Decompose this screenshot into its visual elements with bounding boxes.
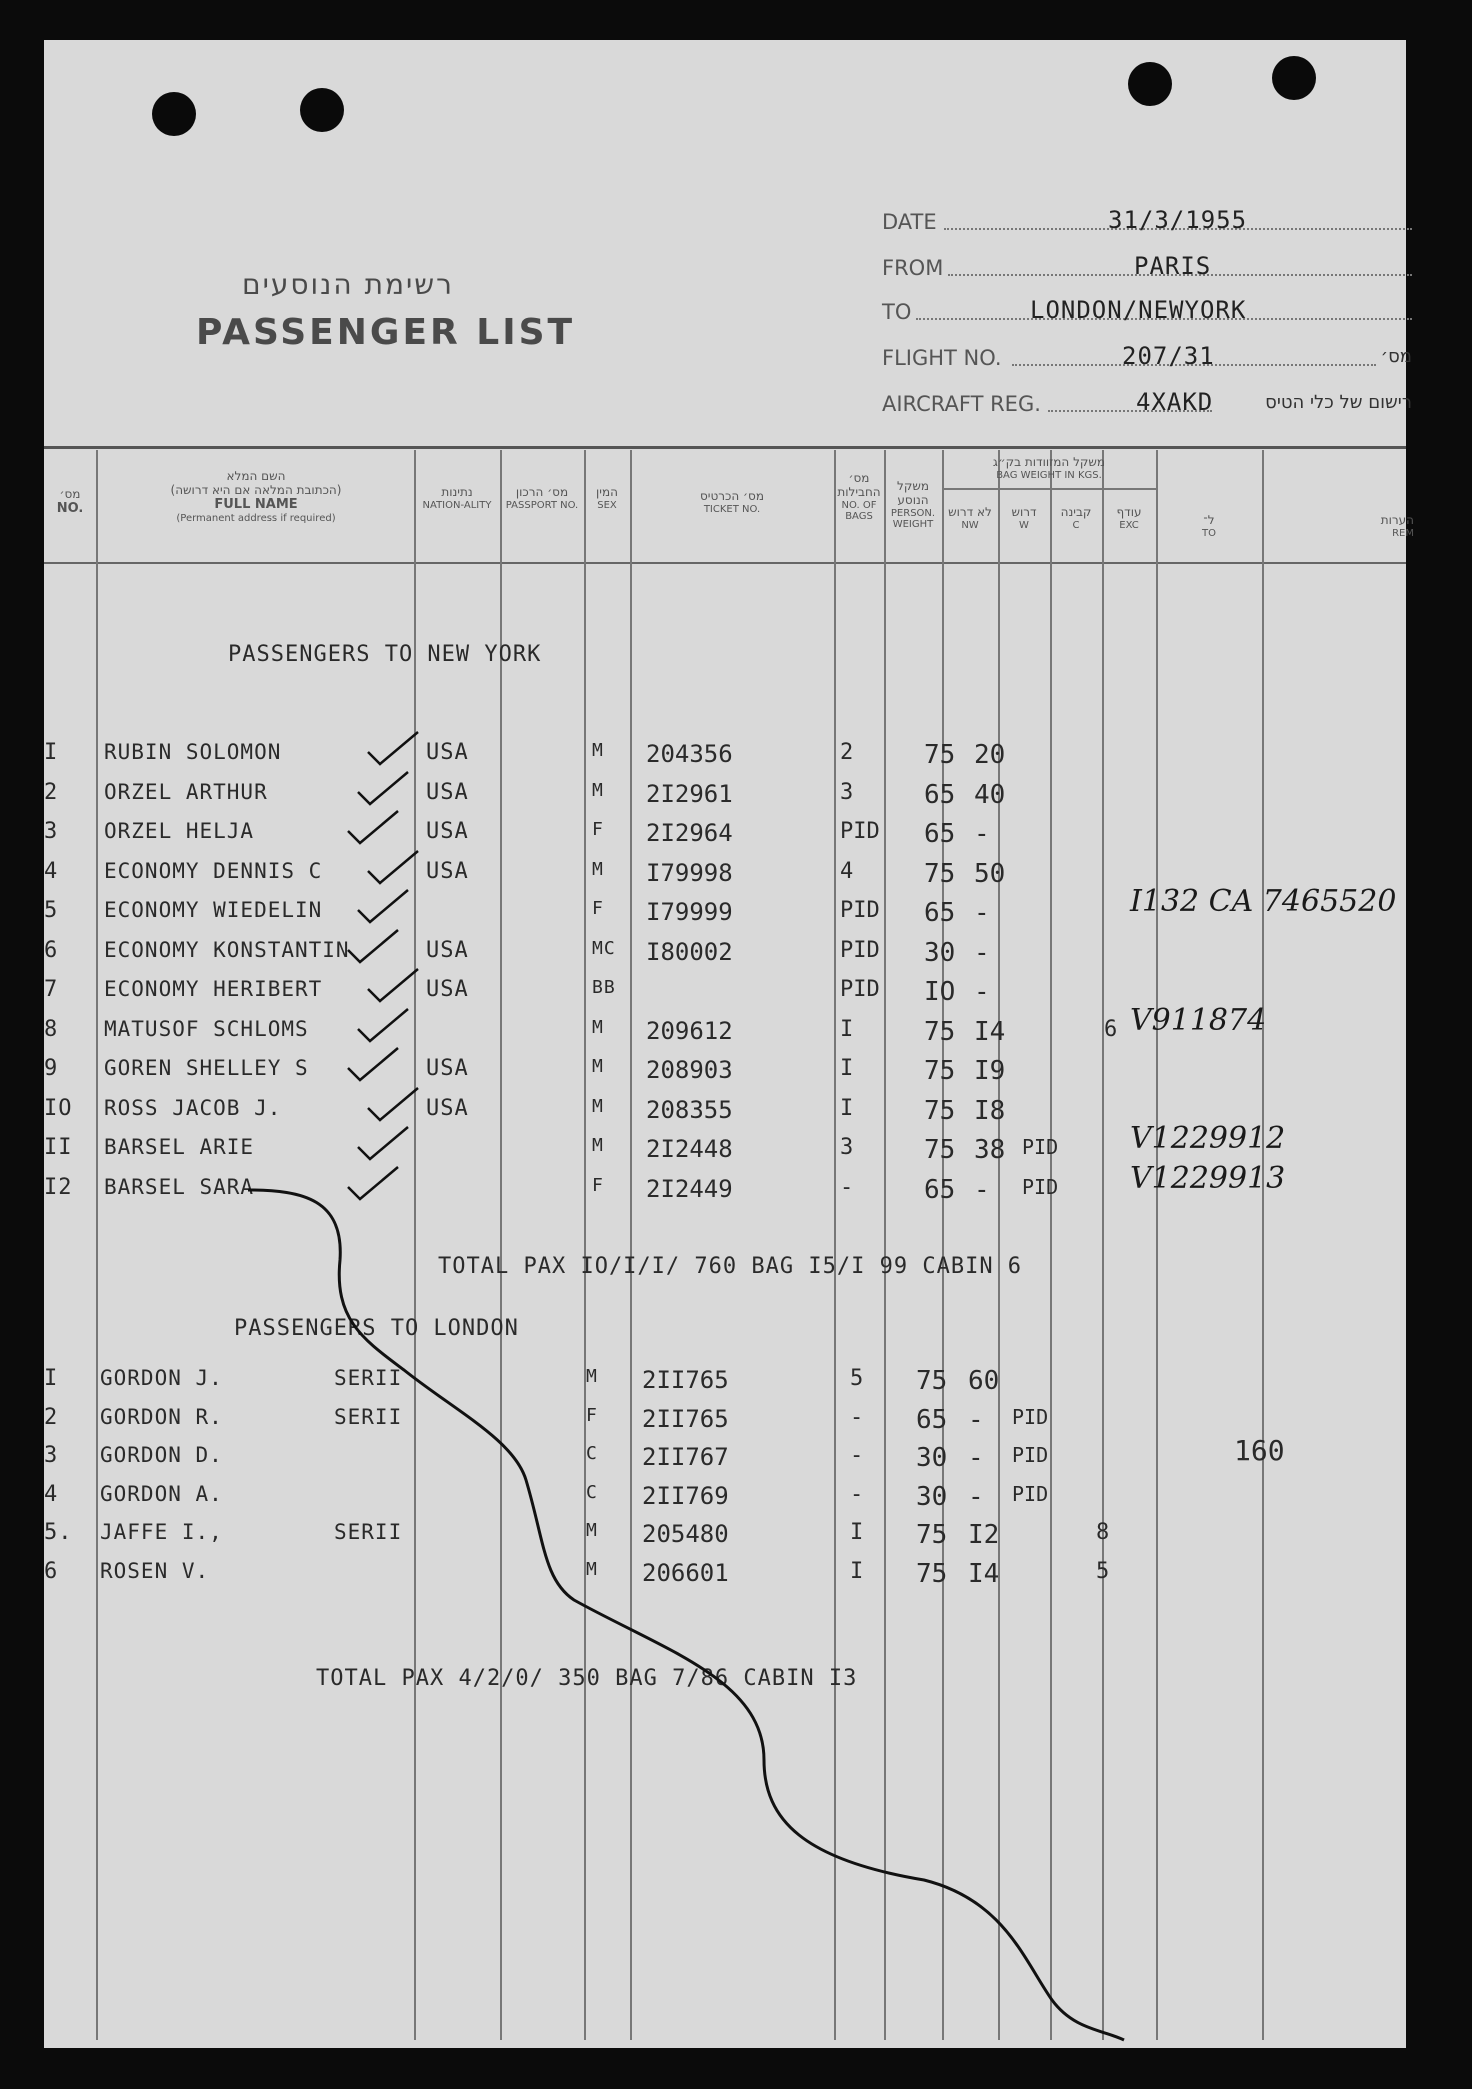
col-header-ticket: מס׳ הכרטיס TICKET NO. [700,489,764,515]
bag-weight-nw: - [974,1174,990,1205]
row-number: 7 [44,977,59,1002]
ticket-number: 2II767 [642,1443,729,1471]
ticket-number: 2II769 [642,1481,729,1510]
sex: M [592,1135,604,1156]
aircraft-label: AIRCRAFT REG. [882,392,1041,416]
sex: M [592,1016,604,1038]
col-header-w: דרוש W [1011,505,1037,531]
bag-count: - [840,1174,854,1200]
bag-weight-c: 6 [1104,1016,1118,1042]
row-number: 8 [44,1016,59,1042]
passenger-name: MATUSOF SCHLOMS [104,1016,309,1041]
row-number: 2 [44,1404,59,1430]
bag-count: 2 [840,740,854,765]
ticket-number: 2II765 [642,1366,729,1394]
person-weight: 75 [916,1520,948,1550]
bag-count: I [840,1056,854,1081]
bag-weight-w: PID [1012,1443,1049,1467]
nationality: USA [426,1095,469,1121]
row-number: II [44,1135,73,1160]
ticket-number: 2I2448 [646,1135,733,1163]
nationality: SERII [334,1366,403,1390]
date-label: DATE [882,210,937,234]
sex: M [592,740,604,761]
col-header-sex: המין SEX [596,485,618,511]
person-weight: 30 [916,1481,948,1512]
row-number: 4 [44,1481,59,1507]
row-number: 2 [44,779,59,805]
passenger-name: RUBIN SOLOMON [104,740,282,764]
passenger-name: ECONOMY HERIBERT [104,977,323,1001]
col-header-name: השם המלא (הכתובת המלאה אם היא דרושה) FULL NAME (Permanent address if required) [170,469,342,524]
passenger-name: ECONOMY DENNIS C [104,858,323,883]
passenger-name: ORZEL HELJA [104,819,255,843]
person-weight: 65 [924,1174,956,1205]
ticket-number: I79998 [646,858,733,887]
person-weight: 75 [924,1135,956,1165]
bag-count: PID [840,937,880,963]
bag-weight-nw: - [974,898,990,928]
bag-weight-nw: - [968,1443,984,1473]
passenger-name: GORDON A. [100,1481,223,1506]
bag-weight-nw: - [974,977,990,1007]
bag-weight-nw: I4 [968,1558,1000,1589]
handwritten-strike-line [44,40,1406,2048]
nationality: USA [426,819,469,844]
passenger-list-sheet [44,40,1414,2048]
bag-weight-nw: - [968,1481,984,1512]
col-header-to: ל־ TO [1202,513,1216,539]
sex: MC [592,937,616,959]
bag-weight-w: PID [1012,1481,1049,1506]
bag-weight-nw: 60 [968,1366,1000,1396]
passenger-name: ROSS JACOB J. [104,1095,282,1120]
col-header-remarks: הערות REM [1380,513,1414,539]
person-weight: 65 [916,1404,948,1435]
page-title: PASSENGER LIST [196,312,576,353]
col-header-passport: מס׳ הרכון PASSPORT NO. [505,485,579,511]
bag-count: - [850,1443,864,1468]
sex: BB [592,977,616,998]
bag-weight-nw: - [974,819,990,849]
sex: F [592,1174,604,1196]
sex: M [592,1095,604,1117]
col-header-weight: משקל הנוסע PERSON. WEIGHT [890,479,936,531]
ticket-number: 2I2449 [646,1174,733,1203]
nationality: SERII [334,1404,403,1429]
passenger-name: ECONOMY KONSTANTIN [104,937,350,962]
passenger-name: GOREN SHELLEY S [104,1056,309,1080]
title-hebrew: רשימת הנוסעים [242,268,454,301]
ticket-number: 209612 [646,1016,733,1045]
ticket-number: 205480 [642,1520,729,1548]
london-total: TOTAL PAX 4/2/0/ 350 BAG 7/86 CABIN I3 [316,1666,858,1691]
person-weight: 30 [924,937,956,968]
bag-weight-w: PID [1022,1174,1059,1199]
col-header-exc: עודף EXC [1116,505,1142,531]
passenger-name: ECONOMY WIEDELIN [104,898,323,922]
nationality: SERII [334,1520,403,1544]
bag-count: 3 [840,779,854,805]
row-number: 3 [44,1443,59,1468]
row-number: 6 [44,1558,59,1584]
from-value: PARIS [1134,252,1212,280]
sex: M [586,1520,598,1541]
bag-weight-nw: 38 [974,1135,1006,1165]
person-weight: 75 [916,1366,948,1396]
bag-count: 4 [840,858,854,884]
person-weight: IO [924,977,956,1007]
flight-heb-label: מס׳ [1380,346,1412,367]
ticket-number: 2I2964 [646,819,733,847]
handwritten-remark: V1229912 [1130,1121,1286,1156]
to-label: TO [882,300,912,324]
bag-weight-nw: - [968,1404,984,1435]
nationality: USA [426,937,469,963]
passenger-name: GORDON D. [100,1443,223,1467]
passenger-name: GORDON J. [100,1366,223,1390]
person-weight: 75 [924,858,956,889]
bag-count: I [850,1520,864,1545]
sex: M [586,1366,598,1387]
person-weight: 75 [924,1056,956,1086]
section-heading-london: PASSENGERS TO LONDON [234,1316,519,1341]
sex: F [586,1404,598,1426]
ticket-number: I80002 [646,937,733,966]
bag-weight-nw: 50 [974,858,1006,889]
ticket-number: 2I2961 [646,779,733,808]
person-weight: 75 [924,740,956,770]
person-weight: 65 [924,819,956,849]
bag-count: PID [840,898,880,923]
nationality: USA [426,977,469,1002]
aircraft-heb-label: רישום של כלי הטיס [1265,392,1412,413]
row-number: 3 [44,819,59,844]
row-number: I2 [44,1174,73,1200]
flight-value: 207/31 [1122,342,1215,370]
passenger-name: JAFFE I., [100,1520,223,1544]
sex: M [586,1558,598,1580]
from-label: FROM [882,256,944,280]
section-heading-new-york: PASSENGERS TO NEW YORK [228,642,542,667]
to-value: LONDON/NEWYORK [1030,296,1247,324]
side-note-value: 160 [1234,1434,1285,1467]
bag-weight-nw: 20 [974,740,1006,770]
bag-count: I [840,1016,854,1042]
ticket-number: 2II765 [642,1404,729,1433]
passenger-name: ROSEN V. [100,1558,210,1583]
passenger-name: ORZEL ARTHUR [104,779,268,804]
row-number: 4 [44,858,59,884]
ticket-number: 206601 [642,1558,729,1587]
person-weight: 75 [924,1095,956,1126]
bag-weight-c: 5 [1096,1558,1110,1584]
person-weight: 75 [916,1558,948,1589]
col-header-nw: לא דרוש NW [948,505,992,531]
bag-weight-nw: I8 [974,1095,1006,1126]
ticket-number: 208355 [646,1095,733,1124]
col-header-c: קבינה C [1060,505,1092,531]
handwritten-remark: I132 CA 7465520 [1130,884,1397,919]
bag-weight-nw: I9 [974,1056,1006,1086]
sex: M [592,1056,604,1077]
flight-label: FLIGHT NO. [882,346,1002,370]
bag-weight-w: PID [1022,1135,1059,1159]
passenger-name: BARSEL ARIE [104,1135,255,1159]
ticket-number: I79999 [646,898,733,926]
sex: C [586,1443,598,1464]
bag-weight-nw: I4 [974,1016,1006,1047]
col-header-bag-weight: משקל המזוודות בק״ג BAG WEIGHT IN KGS. [992,455,1106,481]
bag-count: - [850,1404,864,1430]
sex: F [592,819,604,840]
row-number: 5 [44,898,59,923]
bag-count: I [840,1095,854,1121]
bag-count: 3 [840,1135,854,1160]
row-number: I [44,740,59,765]
bag-count: PID [840,977,880,1002]
nationality: USA [426,740,469,765]
bag-weight-nw: I2 [968,1520,1000,1550]
person-weight: 65 [924,898,956,928]
col-header-nationality: נתינות NATION-ALITY [422,485,492,511]
nationality: USA [426,1056,469,1081]
passenger-name: GORDON R. [100,1404,223,1429]
sex: M [592,779,604,801]
row-number: 5. [44,1520,73,1545]
bag-weight-nw: 40 [974,779,1006,810]
aircraft-value: 4XAKD [1136,388,1214,416]
handwritten-remark: V1229913 [1130,1160,1286,1196]
person-weight: 30 [916,1443,948,1473]
sex: M [592,858,604,880]
row-number: IO [44,1095,73,1121]
bag-count: - [850,1481,864,1507]
bag-count: I [850,1558,864,1584]
ticket-number: 204356 [646,740,733,768]
nationality: USA [426,779,469,805]
bag-weight-c: 8 [1096,1520,1110,1545]
bag-count: 5 [850,1366,864,1391]
bag-weight-nw: - [974,937,990,968]
row-number: 6 [44,937,59,963]
row-number: 9 [44,1056,59,1081]
sex: F [592,898,604,919]
person-weight: 75 [924,1016,956,1047]
bag-count: PID [840,819,880,844]
handwritten-remark: V911874 [1130,1002,1267,1038]
bag-weight-w: PID [1012,1404,1049,1429]
passenger-name: BARSEL SARA [104,1174,255,1199]
date-value: 31/3/1955 [1108,206,1248,234]
row-number: I [44,1366,59,1391]
person-weight: 65 [924,779,956,810]
new-york-total: TOTAL PAX IO/I/I/ 760 BAG I5/I 99 CABIN 6 [438,1254,1023,1279]
sex: C [586,1481,598,1503]
col-header-no: מס׳ NO. [56,487,84,516]
col-header-bags: מס׳ החבילות NO. OF BAGS [837,471,881,523]
nationality: USA [426,858,469,884]
ticket-number: 208903 [646,1056,733,1084]
